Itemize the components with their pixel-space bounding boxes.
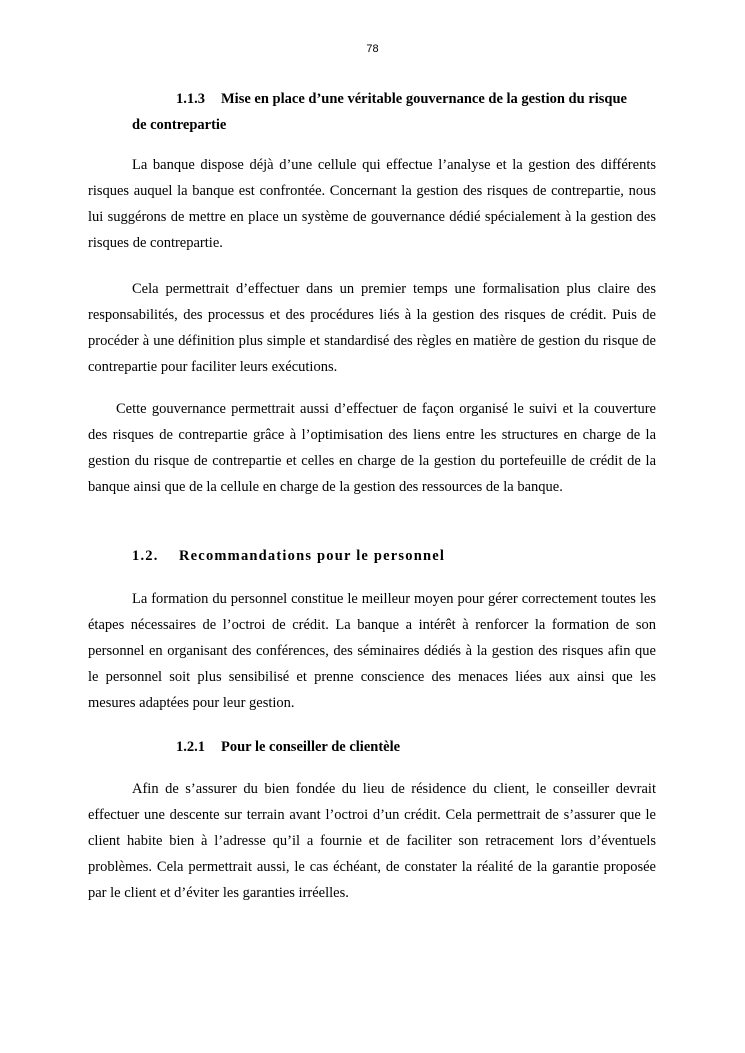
section-heading-1-1-3-cont: de contrepartie <box>132 117 227 133</box>
section-title: Pour le conseiller de clientèle <box>221 739 401 755</box>
paragraph: Cette gouvernance permettrait aussi d’effectuer de façon organisé le suivi et la couverture des risques de contrepartie grâce à l’optimisation des liens entre les structures en charge de la gestion du risque de contrepartie et celles en charge de la gestion du portefeuille de crédit de la banque ainsi que de la cellule en charge de la gestion des ressources de la banque. <box>88 401 656 495</box>
section-number: 1.2. <box>132 548 159 564</box>
paragraph: La formation du personnel constitue le meilleur moyen pour gérer correctement toutes les étapes nécessaires de l’octroi de crédit. La banque a intérêt à renforcer la formation de son personnel en organisant des conférences, des séminaires dédiés à la gestion des risques afin que le personnel soit plus sensibilisé et prenne conscience des menaces liées aux ainsi que les mesures adaptées pour leur gestion. <box>88 591 656 711</box>
section-number: 1.2.1 <box>176 739 205 755</box>
paragraph: Afin de s’assurer du bien fondée du lieu de résidence du client, le conseiller devrait effectuer une descente sur terrain avant l’octroi d’un crédit. Cela permettrait de s’assurer que le client habite bien à l’adresse qu’il a fournie et de faciliter son retracement lors d’éventuels problèmes. Cela permettrait aussi, le cas échéant, de constater la réalité de la garantie proposée par le client et d’éviter les garanties irréelles. <box>88 781 656 901</box>
section-heading-1-2-1 <box>176 734 400 760</box>
section-title: Recommandations pour le personnel <box>179 548 446 564</box>
paragraph: Cela permettrait d’effectuer dans un premier temps une formalisation plus claire des responsabilités, des processus et des procédures liés à la gestion des risques de crédit. Puis de procéder à une définition plus simple et standardisé des règles en matière de gestion du risque de contrepartie pour faciliter leurs exécutions. <box>88 281 656 375</box>
section-title: Mise en place d’une véritable gouvernance de la gestion du risque <box>221 91 627 107</box>
section-number: 1.1.3 <box>176 91 205 107</box>
paragraph: La banque dispose déjà d’une cellule qui effectue l’analyse et la gestion des différents risques auquel la banque est confrontée. Concernant la gestion des risques de contrepartie, nous lui suggérons de mettre en place un système de gouvernance dédié spécialement à la gestion des risques de contrepartie. <box>88 157 656 251</box>
page-number: 78 <box>366 43 379 55</box>
section-heading-1-1-3 <box>176 86 627 112</box>
section-heading-1-2 <box>132 543 445 569</box>
